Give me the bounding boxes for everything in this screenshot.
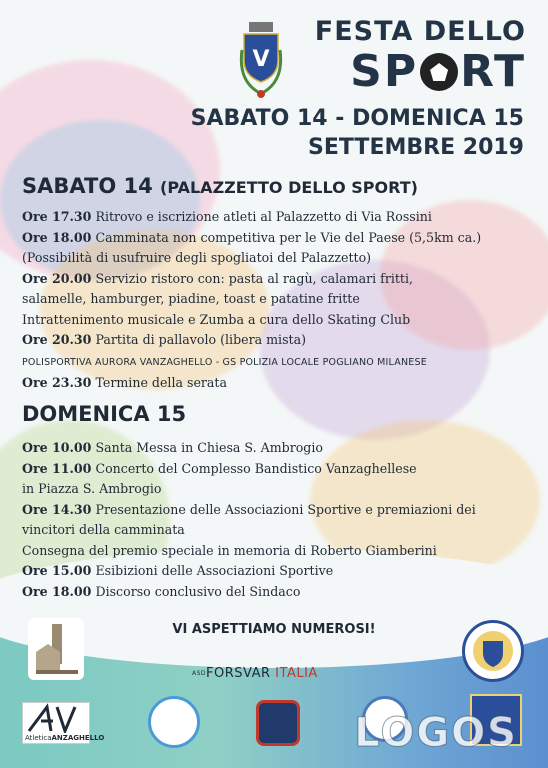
greeting: VI ASPETTIAMO NUMEROSI! — [172, 622, 376, 637]
schedule-time: Ore 15.00 — [22, 563, 92, 578]
schedule-text: salamelle, hamburger, piadine, toast e patatine fritte — [22, 291, 360, 306]
schedule-text: vincitori della camminata — [22, 522, 185, 537]
title-line1: FESTA DELLO — [314, 16, 526, 47]
event-dates — [191, 104, 524, 162]
schedule-line — [22, 310, 538, 331]
schedule-text: Ritrovo e iscrizione atleti al Palazzetto di Via Rossini — [95, 209, 432, 224]
sunday-title: DOMENICA 15 — [22, 402, 187, 426]
schedule-line — [22, 438, 538, 459]
title-rt: RT — [460, 46, 526, 97]
schedule-time: Ore 14.30 — [22, 501, 92, 517]
dates-line1: SABATO 14 - DOMENICA 15 — [190, 106, 524, 131]
schedule-line — [22, 207, 538, 228]
schedule-line — [22, 289, 538, 310]
schedule-time: Ore 20.30 — [22, 332, 92, 347]
schedule-text: (Possibilità di usufruire degli spogliatoi del Palazzetto) — [22, 250, 372, 265]
soccer-ball-icon — [420, 53, 458, 91]
schedule-line — [22, 373, 538, 394]
church-icon — [28, 618, 84, 680]
schedule-time: Ore 18.00 — [22, 583, 92, 599]
schedule-text: Termine della serata — [95, 375, 227, 390]
atletica-vanzaghello-logo — [22, 702, 105, 744]
schedule-time: Ore 11.00 — [22, 460, 92, 476]
forsvar-italia: ITALIA — [275, 666, 318, 681]
forsvar-logo — [192, 666, 318, 681]
title-line2 — [315, 48, 526, 96]
schedule-line — [22, 228, 538, 249]
schedule-text: Esibizioni delle Associazioni Sportive — [95, 563, 334, 578]
schedule-time: Ore 18.00 — [22, 229, 92, 245]
schedule-text: Discorso conclusivo del Sindaco — [95, 583, 301, 599]
event-title — [315, 16, 526, 96]
forsvar-asd: ASD — [192, 670, 207, 677]
schedule-line — [22, 582, 538, 603]
saturday-day: SABATO 14 — [22, 174, 153, 198]
schedule-time: Ore 20.00 — [22, 270, 92, 286]
logos-watermark: LOGOS — [354, 710, 518, 756]
schedule-text: Partita di pallavolo (libera mista) — [95, 332, 307, 347]
dates-line2: SETTEMBRE 2019 — [308, 135, 524, 160]
svg-text:V: V — [252, 47, 270, 72]
schedule-text: Consegna del premio speciale in memoria di Roberto Giamberini — [22, 542, 437, 558]
aurora-emblem-icon — [465, 623, 521, 679]
atletica-label — [25, 734, 104, 742]
schedule-time: Ore 10.00 — [22, 440, 92, 455]
saturday-title — [22, 174, 418, 198]
schedule-line — [22, 541, 538, 562]
schedule-line — [22, 269, 538, 290]
schedule-text: Santa Messa in Chiesa S. Ambrogio — [95, 440, 323, 455]
schedule-line — [22, 330, 538, 351]
title-sp: SP — [350, 46, 419, 97]
schedule-text: Servizio ristoro con: pasta al ragù, calamari fritti, — [95, 270, 414, 286]
schedule-line — [22, 351, 538, 374]
schedule-text: Camminata non competitiva per le Vie del Paese (5,5km ca.) — [95, 229, 482, 245]
skating-club-logo — [148, 696, 200, 748]
saturday-schedule — [22, 207, 538, 394]
atletica-small: Atletica — [25, 734, 52, 742]
schedule-text: in Piazza S. Ambrogio — [22, 481, 162, 496]
schedule-line — [22, 459, 538, 480]
schedule-text: POLISPORTIVA AURORA VANZAGHELLO - GS POLIZIA LOCALE POGLIANO MILANESE — [22, 356, 427, 368]
schedule-line — [22, 561, 538, 582]
schedule-text: Concerto del Complesso Bandistico Vanzaghellese — [95, 460, 417, 476]
schedule-line — [22, 500, 538, 521]
forsvar-name: FORSVAR — [206, 666, 271, 681]
schedule-line — [22, 248, 538, 269]
schedule-line — [22, 520, 538, 541]
runner-icon — [23, 703, 89, 733]
schedule-text: Intrattenimento musicale e Zumba a cura dello Skating Club — [22, 311, 411, 327]
saturday-location: (PALAZZETTO DELLO SPORT) — [160, 178, 418, 197]
aurora-club-logo — [462, 620, 524, 682]
schedule-text: Presentazione delle Associazioni Sportive e premiazioni dei — [95, 501, 476, 517]
sunday-schedule — [22, 438, 538, 602]
vanzaghello-text: ANZAGHELLO — [51, 734, 105, 742]
schedule-time: Ore 17.30 — [22, 209, 92, 224]
schedule-time: Ore 23.30 — [22, 375, 92, 390]
schedule-line — [22, 479, 538, 500]
municipal-crest-icon — [238, 20, 284, 100]
accademia-bmv-logo — [256, 700, 300, 746]
